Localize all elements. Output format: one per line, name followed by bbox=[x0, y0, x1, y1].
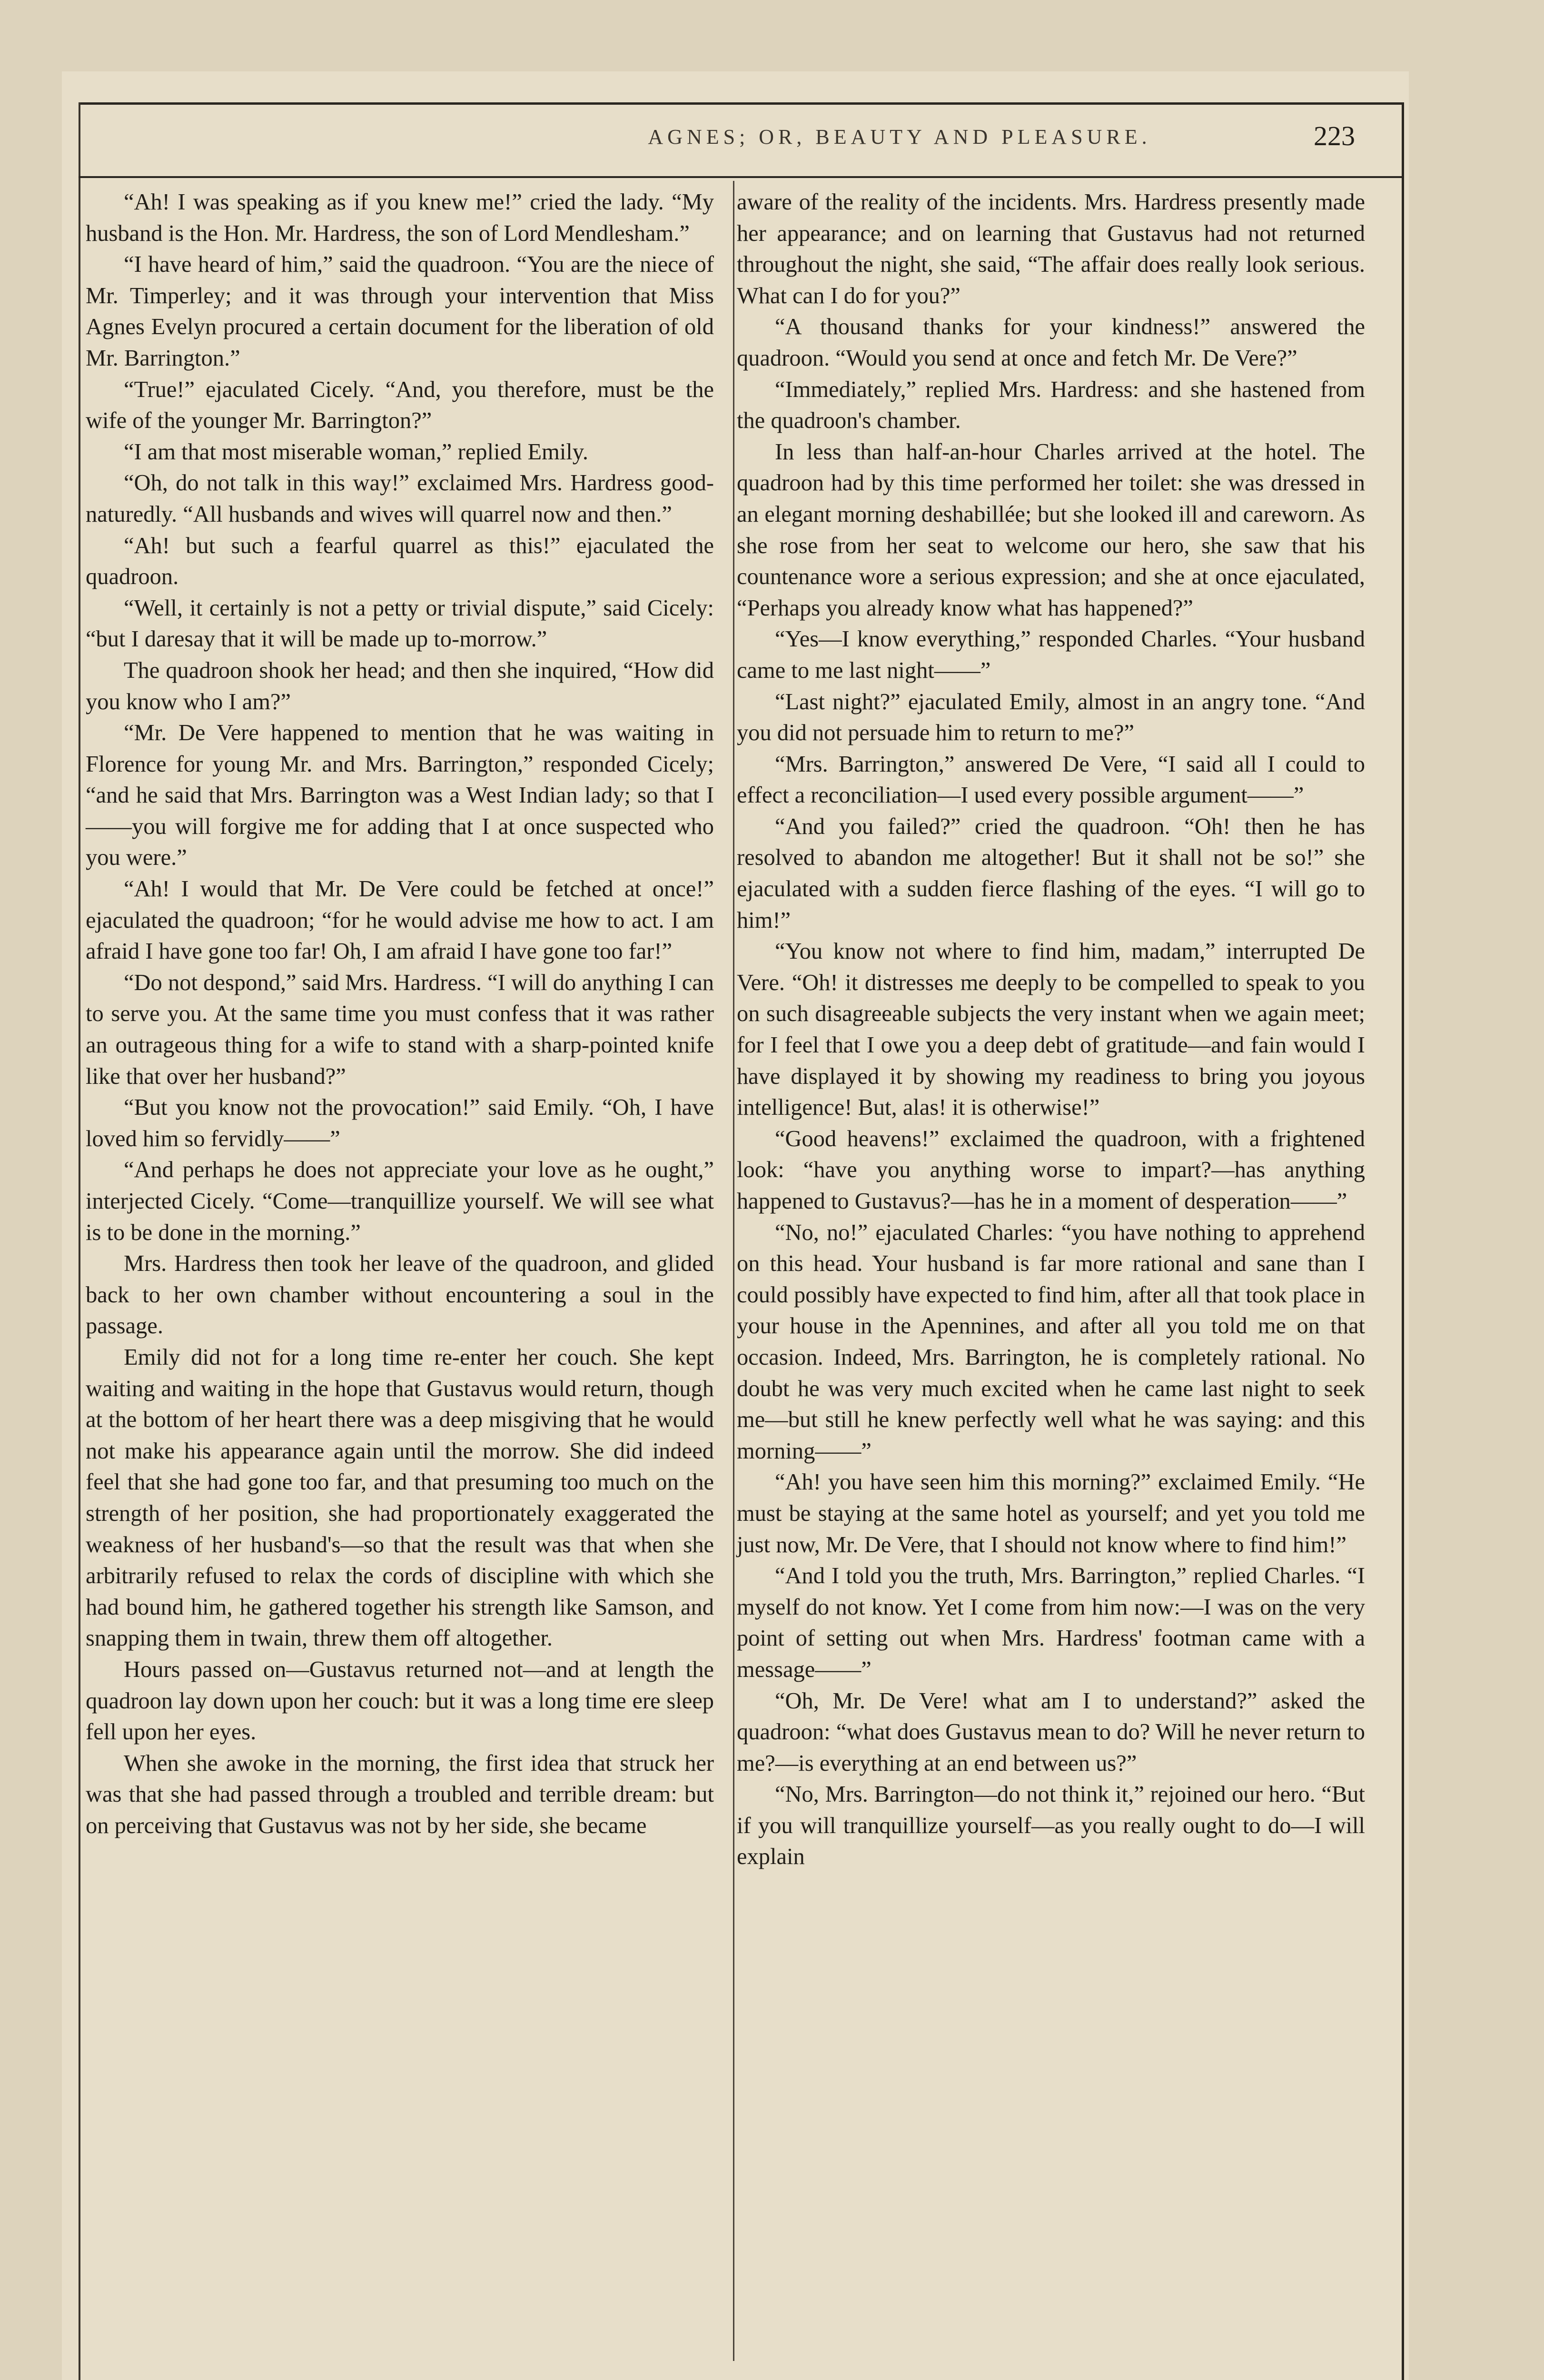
right-column bbox=[737, 187, 1365, 1873]
paragraph: “Yes—I know everything,” responded Charles. “Your husband came to me last night——” bbox=[737, 626, 1365, 683]
paragraph-continued: aware of the reality of the incidents. Mrs. Hardress presently made her appearance; and on learning that Gustavus had not returned throughout the night, she said, “The affair does really look serious. What can I do for you?” bbox=[737, 189, 1365, 308]
page-border-left bbox=[79, 102, 80, 2380]
paragraph: “And you failed?” cried the quadroon. “Oh! then he has resolved to abandon me altogether! But it shall not be so!” she ejaculated with a sudden fierce flashing of the eyes. “I will go to him!” bbox=[737, 813, 1365, 933]
paragraph: “True!” ejaculated Cicely. “And, you therefore, must be the wife of the younger Mr. Barrington?” bbox=[86, 377, 714, 434]
paragraph: “No, Mrs. Barrington—do not think it,” rejoined our hero. “But if you will tranquillize yourself—as you really ought to do—I will explain bbox=[737, 1782, 1365, 1870]
paragraph: “Well, it certainly is not a petty or trivial dispute,” said Cicely: “but I daresay that it will be made up to-morrow.” bbox=[86, 595, 714, 652]
paragraph: “Mr. De Vere happened to mention that he was waiting in Florence for young Mr. and Mrs. Barrington,” responded Cicely; “and he said that Mrs. Barrington was a West Indian lady; so that I——you will forgive me for adding that I at once suspected who you were.” bbox=[86, 720, 714, 871]
page-number: 223 bbox=[1314, 120, 1355, 151]
paragraph: “A thousand thanks for your kindness!” answered the quadroon. “Would you send at once and fetch Mr. De Vere?” bbox=[737, 314, 1365, 371]
paragraph: “I am that most miserable woman,” replied Emily. bbox=[124, 439, 588, 465]
paragraph: The quadroon shook her head; and then she inquired, “How did you know who I am?” bbox=[86, 657, 714, 714]
paragraph: “Ah! you have seen him this morning?” exclaimed Emily. “He must be staying at the same hotel as yourself; and yet you told me just now, Mr. De Vere, that I should not know where to find him!” bbox=[737, 1469, 1365, 1557]
paragraph: “I have heard of him,” said the quadroon. “You are the niece of Mr. Timperley; and it was through your intervention that Miss Agnes Evelyn procured a certain document for the liberation of old Mr. Barrington.” bbox=[86, 252, 714, 371]
page-border-right bbox=[1402, 102, 1404, 2380]
paragraph: “Immediately,” replied Mrs. Hardress: and she hastened from the quadroon's chamber. bbox=[737, 377, 1365, 434]
header-rule bbox=[79, 176, 1402, 178]
paragraph: Emily did not for a long time re-enter her couch. She kept waiting and waiting in the hope that Gustavus would return, though at the bottom of her heart there was a deep misgiving that he would not make his appearance again until the morrow. She did indeed feel that she had gone too far, and that presuming too much on the strength of her position, she had proportionately exaggerated the weakness of her husband's—so that the result was that when she arbitrarily refused to relax the cords of discipline with which she had bound him, he gathered together his strength like Samson, and snapping them in twain, threw them off altogether. bbox=[86, 1344, 714, 1651]
paragraph: “Oh, do not talk in this way!” exclaimed Mrs. Hardress good-naturedly. “All husbands and wives will quarrel now and then.” bbox=[86, 470, 714, 527]
paragraph: “No, no!” ejaculated Charles: “you have nothing to apprehend on this head. Your husband is far more rational and sane than I could possibly have expected to find him, after all that took place in your house in the Apennines, and after all you told me on that occasion. Indeed, Mrs. Barrington, he is completely rational. No doubt he was very much excited when he came last night to seek me—but still he knew perfectly well what he was saying: and this morning——” bbox=[737, 1220, 1365, 1464]
paragraph: “You know not where to find him, madam,” interrupted De Vere. “Oh! it distresses me deeply to be compelled to speak to you on such disagreeable subjects the very instant when we again meet; for I feel that I owe you a deep debt of gratitude—and fain would I have displayed it by showing my readiness to bring you joyous intelligence! But, alas! it is otherwise!” bbox=[737, 939, 1365, 1121]
paragraph: In less than half-an-hour Charles arrived at the hotel. The quadroon had by this time performed her toilet: she was dressed in an elegant morning deshabillée; but she looked ill and careworn. As she rose from her seat to welcome our hero, she saw that his countenance wore a serious expression; and she at once ejaculated, “Perhaps you already know what has happened?” bbox=[737, 439, 1365, 621]
paragraph: “Do not despond,” said Mrs. Hardress. “I will do anything I can to serve you. At the same time you must confess that it was rather an outrageous thing for a wife to stand with a sharp-pointed knife like that over her husband?” bbox=[86, 970, 714, 1089]
paragraph: Hours passed on—Gustavus returned not—and at length the quadroon lay down upon her couch: but it was a long time ere sleep fell upon her eyes. bbox=[86, 1656, 714, 1745]
left-column bbox=[86, 187, 714, 1841]
paragraph: “And I told you the truth, Mrs. Barrington,” replied Charles. “I myself do not know. Yet I come from him now:—I was on the very point of setting out when Mrs. Hardress' footman came with a message——” bbox=[737, 1563, 1365, 1682]
paragraph: When she awoke in the morning, the first idea that struck her was that she had passed through a troubled and terrible dream: but on perceiving that Gustavus was not by her side, she became bbox=[86, 1750, 714, 1838]
paragraph: “Oh, Mr. De Vere! what am I to understand?” asked the quadroon: “what does Gustavus mean to do? Will he never return to me?—is everything at an end between us?” bbox=[737, 1688, 1365, 1776]
paragraph: “Last night?” ejaculated Emily, almost in an angry tone. “And you did not persuade him to return to me?” bbox=[737, 689, 1365, 746]
paragraph: “But you know not the provocation!” said Emily. “Oh, I have loved him so fervidly——” bbox=[86, 1095, 714, 1151]
paragraph: Mrs. Hardress then took her leave of the quadroon, and glided back to her own chamber without encountering a soul in the passage. bbox=[86, 1251, 714, 1339]
paragraph: “Mrs. Barrington,” answered De Vere, “I said all I could to effect a reconciliation—I used every possible argument——” bbox=[737, 751, 1365, 808]
paragraph: “Ah! I was speaking as if you knew me!” cried the lady. “My husband is the Hon. Mr. Hardress, the son of Lord Mendlesham.” bbox=[86, 189, 714, 246]
paragraph: “Ah! I would that Mr. De Vere could be fetched at once!” ejaculated the quadroon; “for he would advise me how to act. I am afraid I have gone too far! Oh, I am afraid I have gone too far!” bbox=[86, 876, 714, 964]
paragraph: “Good heavens!” exclaimed the quadroon, with a frightened look: “have you anything worse to impart?—has anything happened to Gustavus?—has he in a moment of desperation——” bbox=[737, 1126, 1365, 1214]
column-divider bbox=[733, 181, 734, 2361]
paragraph: “Ah! but such a fearful quarrel as this!” ejaculated the quadroon. bbox=[86, 533, 714, 590]
page-border-top bbox=[79, 102, 1402, 105]
running-head: AGNES; OR, BEAUTY AND PLEASURE. bbox=[648, 125, 1151, 149]
paragraph: “And perhaps he does not appreciate your love as he ought,” interjected Cicely. “Come—tranquillize yourself. We will see what is to be done in the morning.” bbox=[86, 1157, 714, 1245]
